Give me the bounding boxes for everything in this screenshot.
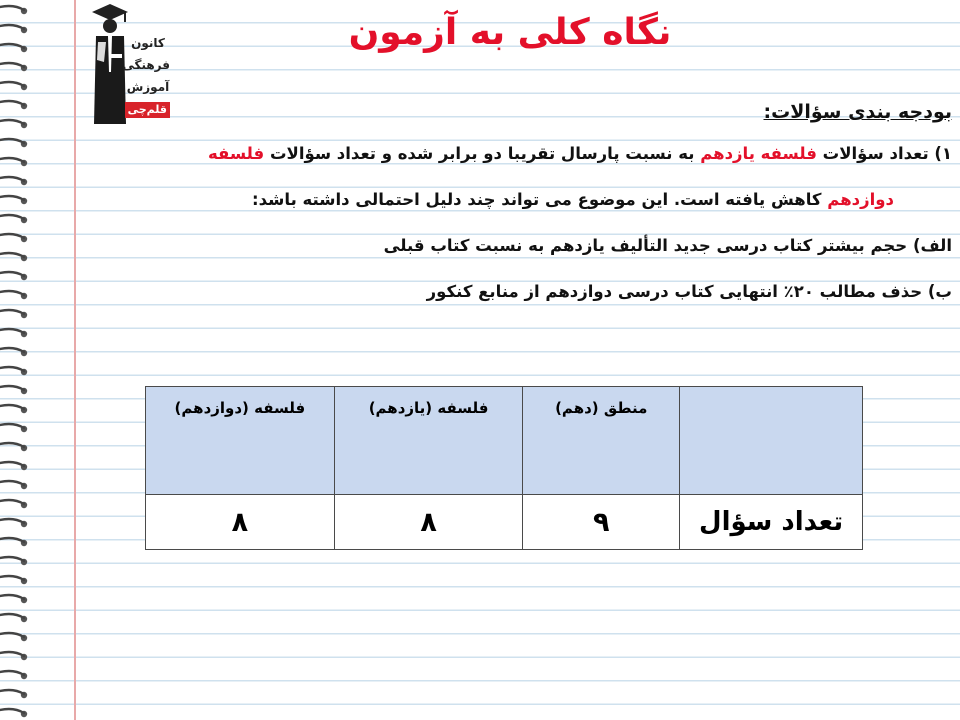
spiral-ring — [0, 595, 24, 599]
spiral-ring — [0, 158, 24, 162]
line1-text-b: به نسبت پارسال تقریبا دو برابر شده و تعداد سؤالات — [264, 144, 701, 163]
spiral-ring — [0, 44, 24, 48]
table-row — [146, 495, 863, 550]
page-title: نگاه کلی به آزمون — [348, 12, 672, 53]
section-heading: بودجه بندی سؤالات: — [763, 101, 952, 123]
spiral-binding — [0, 0, 32, 720]
paragraph-line-4: ب) حذف مطالب ۲۰٪ انتهایی کتاب درسی دوازدهم از منابع کنکور — [426, 282, 952, 301]
spiral-ring — [0, 177, 24, 181]
spiral-ring — [0, 101, 24, 105]
table-header-cell: منطق (دهم) — [523, 387, 680, 495]
line1-highlight-b: فلسفه — [207, 144, 265, 163]
logo-line-3: آموزش — [126, 80, 170, 94]
spiral-ring — [0, 405, 24, 409]
line2-text: کاهش یافته است. این موضوع می تواند چند دلیل احتمالی داشته باشد: — [252, 190, 828, 209]
spiral-ring — [0, 272, 24, 276]
spiral-ring — [0, 481, 24, 485]
logo-line-2: فرهنگی — [122, 58, 170, 72]
spiral-ring — [0, 234, 24, 238]
spiral-ring — [0, 291, 24, 295]
table-header-cell — [680, 387, 863, 495]
table-row-label: تعداد سؤال — [680, 495, 863, 550]
table-header-cell: فلسفه (یازدهم) — [334, 387, 523, 495]
spiral-ring — [0, 139, 24, 143]
logo-brand: قلم‌چی — [125, 102, 170, 118]
paragraph-line-3: الف) حجم بیشتر کتاب درسی جدید التألیف یازدهم به نسبت کتاب قبلی — [383, 236, 952, 255]
table-cell: ۸ — [334, 495, 523, 550]
spiral-ring — [0, 6, 24, 10]
spiral-ring — [0, 690, 24, 694]
spiral-ring — [0, 215, 24, 219]
spiral-ring — [0, 367, 24, 371]
spiral-ring — [0, 614, 24, 618]
spiral-ring — [0, 348, 24, 352]
spiral-ring — [0, 63, 24, 67]
spiral-ring — [0, 25, 24, 29]
spiral-ring — [0, 120, 24, 124]
logo-line-1: کانون — [131, 36, 165, 50]
spiral-ring — [0, 652, 24, 656]
question-budget-table — [145, 386, 863, 550]
spiral-ring — [0, 671, 24, 675]
spiral-ring — [0, 310, 24, 314]
spiral-ring — [0, 633, 24, 637]
spiral-ring — [0, 424, 24, 428]
spiral-ring — [0, 462, 24, 466]
spiral-ring — [0, 386, 24, 390]
table-header-row — [146, 387, 863, 495]
spiral-ring — [0, 519, 24, 523]
spiral-ring — [0, 253, 24, 257]
paragraph-line-1 — [72, 131, 952, 177]
spiral-ring — [0, 500, 24, 504]
content-body — [72, 93, 952, 315]
spiral-ring — [0, 196, 24, 200]
spiral-ring — [0, 576, 24, 580]
line1-text-a: ۱) تعداد سؤالات — [816, 144, 952, 163]
spiral-ring — [0, 709, 24, 713]
spiral-ring — [0, 557, 24, 561]
line1-highlight-a: فلسفه یازدهم — [700, 144, 817, 163]
line2-highlight: دوازدهم — [827, 190, 894, 209]
table-cell: ۹ — [523, 495, 680, 550]
spiral-ring — [0, 82, 24, 86]
spiral-ring — [0, 329, 24, 333]
table-header-cell: فلسفه (دوازدهم) — [146, 387, 335, 495]
spiral-ring — [0, 538, 24, 542]
paragraph-line-2 — [72, 177, 952, 223]
table-cell: ۸ — [146, 495, 335, 550]
spiral-ring — [0, 443, 24, 447]
